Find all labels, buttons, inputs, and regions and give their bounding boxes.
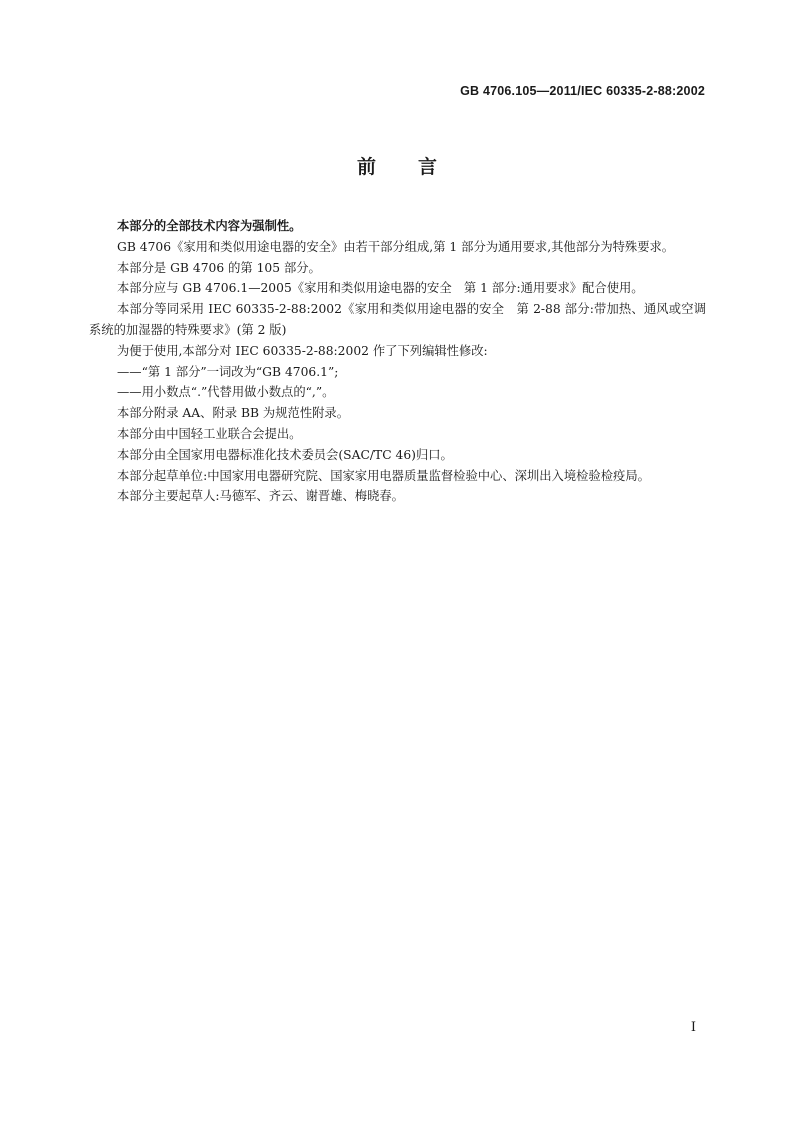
paragraph: 本部分应与 GB 4706.1—2005《家用和类似用途电器的安全 第 1 部分:通用要求》配合使用。	[117, 281, 644, 296]
paragraph: 本部分等同采用 IEC 60335-2-88:2002《家用和类似用途电器的安全 第 2-88 部分:带加热、通风或空调系统的加湿器的特殊要求》(第 2 版)	[89, 302, 706, 337]
paragraph: 为便于使用,本部分对 IEC 60335-2-88:2002 作了下列编辑性修改:	[117, 343, 488, 358]
title-char-1: 前	[356, 156, 376, 178]
paragraph: 本部分由全国家用电器标准化技术委员会(SAC/TC 46)归口。	[117, 447, 453, 462]
paragraph: 本部分是 GB 4706 的第 105 部分。	[117, 260, 321, 275]
foreword-body	[89, 216, 706, 507]
paragraph: 本部分主要起草人:马德军、齐云、谢晋雄、梅晓春。	[117, 489, 404, 504]
mandatory-statement: 本部分的全部技术内容为强制性。	[117, 219, 302, 233]
standard-code: GB 4706.105—2011/IEC 60335-2-88:2002	[460, 84, 705, 98]
paragraph: 本部分附录 AA、附录 BB 为规范性附录。	[117, 406, 350, 421]
page-number: I	[690, 1020, 696, 1035]
title-char-2: 言	[418, 156, 438, 178]
paragraph: GB 4706《家用和类似用途电器的安全》由若干部分组成,第 1 部分为通用要求,其他部分为特殊要求。	[117, 239, 675, 254]
list-item: ——“第 1 部分”一词改为“GB 4706.1”;	[117, 364, 339, 379]
paragraph: 本部分由中国轻工业联合会提出。	[117, 426, 302, 441]
list-item: ——用小数点“.”代替用做小数点的“,”。	[117, 385, 335, 400]
page-title	[0, 152, 794, 179]
paragraph: 本部分起草单位:中国家用电器研究院、国家家用电器质量监督检验中心、深圳出入境检验检疫局。	[117, 468, 650, 483]
